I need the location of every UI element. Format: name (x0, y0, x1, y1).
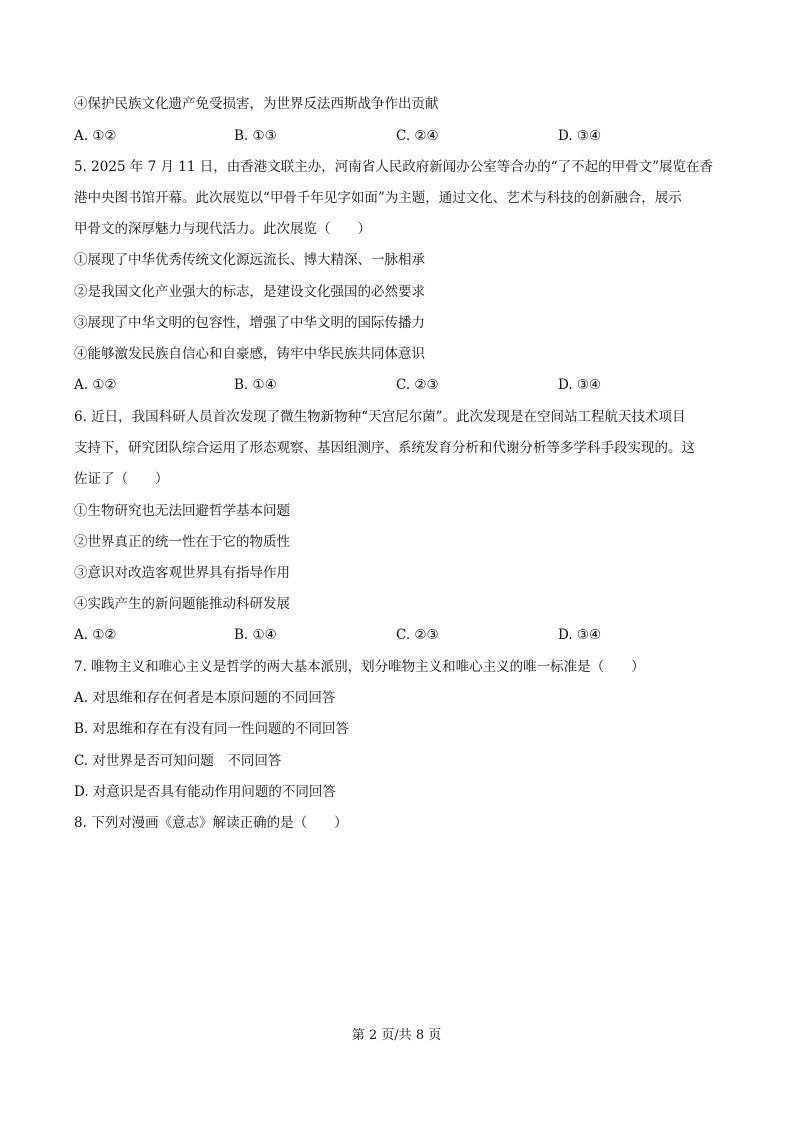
q6-item-1: ①生物研究也无法回避哲学基本问题 (74, 503, 290, 519)
q6-item-4: ④实践产生的新问题能推动科研发展 (74, 596, 290, 612)
q7-option-a: A. 对思维和存在何者是本原问题的不同回答 (74, 690, 336, 706)
q7-option-c: C. 对世界是否可知问题 不同回答 (74, 753, 282, 769)
q6-stem-line-1: 6. 近日，我国科研人员首次发现了微生物新物种“天宫尼尔菌”。此次发现是在空间站工程航天技术项目 (74, 409, 686, 425)
q6-option-d: D. ③④ (558, 627, 602, 643)
q5-option-c: C. ②③ (396, 377, 439, 393)
page-footer: 第 2 页/共 8 页 (351, 1028, 442, 1043)
q5-item-2: ②是我国文化产业强大的标志，是建设文化强国的必然要求 (74, 284, 425, 300)
q5-option-b: B. ①④ (234, 377, 277, 393)
q6-options (74, 626, 634, 644)
q6-stem-line-2: 支持下，研究团队综合运用了形态观察、基因组测序、系统发育分析和代谢分析等多学科手段实现的。这 (74, 440, 695, 456)
q5-item-3: ③展现了中华文明的包容性，增强了中华文明的国际传播力 (74, 315, 425, 331)
q7-option-b: B. 对思维和存在有没有同一性问题的不同回答 (74, 721, 350, 737)
q5-stem-line-1: 5. 2025 年 7 月 11 日，由香港文联主办，河南省人民政府新闻办公室等合办的“了不起的甲骨文”展览在香 (74, 159, 714, 175)
q6-option-c: C. ②③ (396, 627, 439, 643)
q5-option-d: D. ③④ (558, 377, 602, 393)
q6-option-b: B. ①④ (234, 627, 277, 643)
q5-option-a: A. ①② (74, 377, 117, 393)
q4-option-c: C. ②④ (396, 128, 439, 144)
q7-stem: 7. 唯物主义和唯心主义是哲学的两大基本派别，划分唯物主义和唯心主义的唯一标准是（ ） (74, 659, 645, 675)
q4-option-b: B. ①③ (234, 128, 277, 144)
q5-item-1: ①展现了中华优秀传统文化源远流长、博大精深、一脉相承 (74, 252, 425, 268)
q5-stem-line-3: 甲骨文的深厚魅力与现代活力。此次展览（ ） (74, 221, 371, 237)
q6-stem-line-3: 佐证了（ ） (74, 471, 169, 487)
q5-options (74, 376, 634, 394)
q7-option-d: D. 对意识是否具有能动作用问题的不同回答 (74, 784, 336, 800)
q6-item-3: ③意识对改造客观世界具有指导作用 (74, 565, 290, 581)
q5-stem-line-2: 港中央图书馆开幕。此次展览以“甲骨千年见字如面”为主题，通过文化、艺术与科技的创新融合，展示 (74, 190, 682, 206)
q4-item-4: ④保护民族文化遗产免受损害，为世界反法西斯战争作出贡献 (74, 96, 439, 112)
q4-option-d: D. ③④ (558, 128, 602, 144)
q6-item-2: ②世界真正的统一性在于它的物质性 (74, 534, 290, 550)
q4-options (74, 127, 634, 145)
q8-stem: 8. 下列对漫画《意志》解读正确的是（ ） (74, 815, 348, 831)
q5-item-4: ④能够激发民族自信心和自豪感，铸牢中华民族共同体意识 (74, 346, 425, 362)
q6-option-a: A. ①② (74, 627, 117, 643)
q4-option-a: A. ①② (74, 128, 117, 144)
